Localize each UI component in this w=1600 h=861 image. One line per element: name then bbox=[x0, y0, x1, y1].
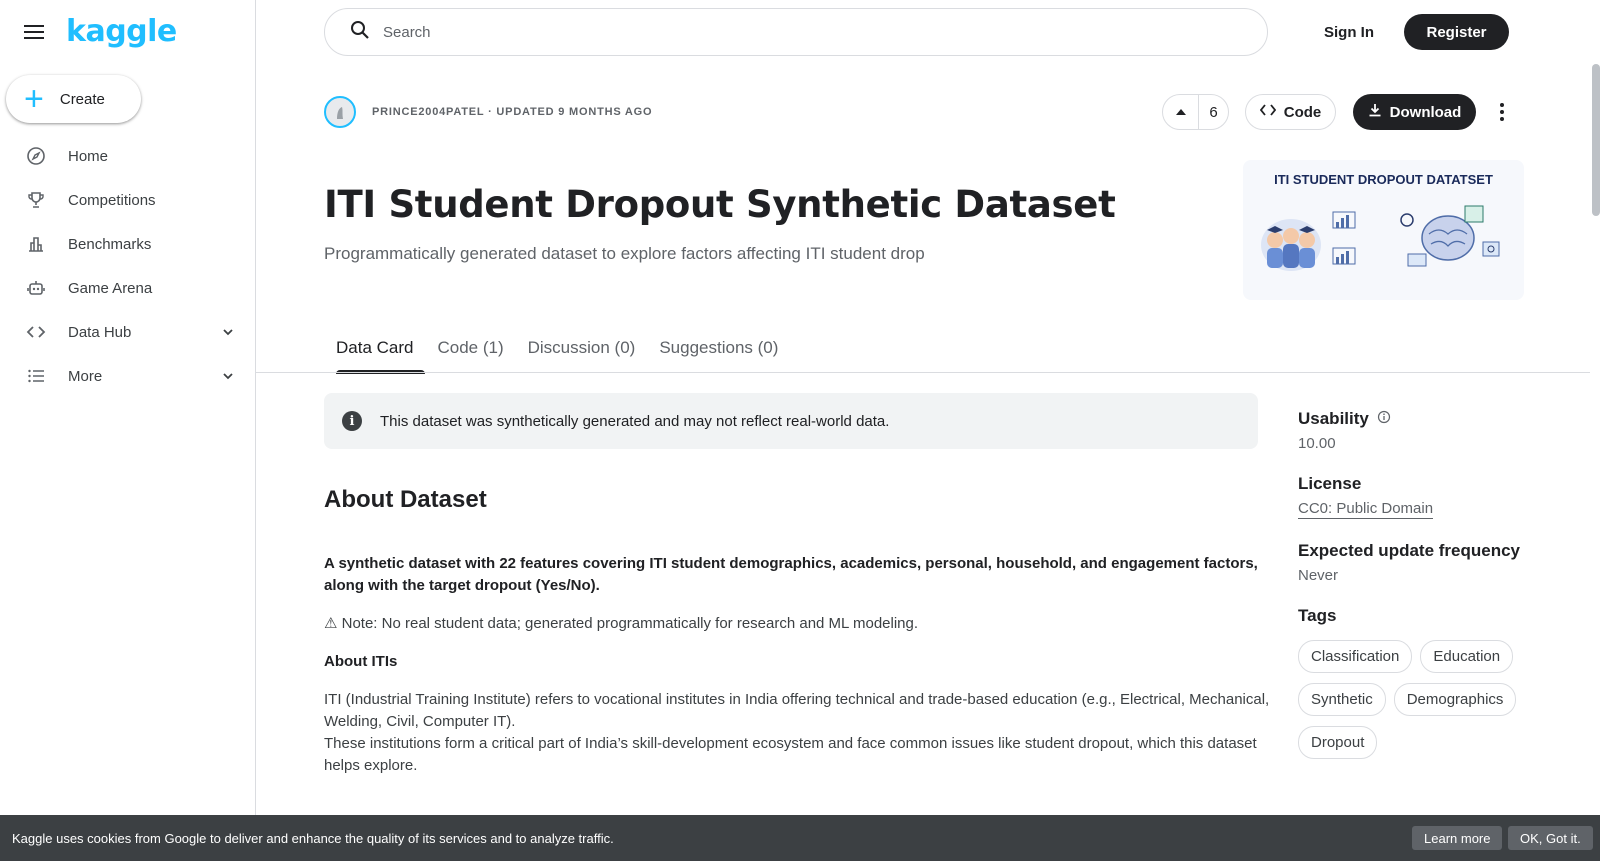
sidebar-item-label: Data Hub bbox=[68, 323, 132, 341]
tag-chip[interactable]: Education bbox=[1420, 640, 1513, 673]
tabs-divider bbox=[256, 372, 1590, 373]
cookie-banner bbox=[0, 815, 1600, 861]
usability-value: 10.00 bbox=[1298, 435, 1336, 452]
tags-label: Tags bbox=[1298, 606, 1337, 625]
about-heading: About Dataset bbox=[324, 486, 487, 513]
compass-icon bbox=[26, 146, 46, 166]
upvote-button[interactable] bbox=[1163, 95, 1199, 129]
search-input[interactable] bbox=[383, 24, 1243, 41]
sidebar-item-competitions[interactable] bbox=[0, 178, 256, 222]
robot-icon bbox=[26, 278, 46, 298]
chevron-down-icon[interactable] bbox=[220, 368, 236, 384]
code-button-label: Code bbox=[1283, 103, 1322, 121]
cover-title: ITI STUDENT DROPOUT DATATSET bbox=[1274, 172, 1493, 187]
page-title: ITI Student Dropout Synthetic Dataset bbox=[324, 183, 1116, 226]
dataset-metadata bbox=[1298, 409, 1538, 759]
usability-label: Usability bbox=[1298, 409, 1369, 428]
about-itis-paragraph-2: These institutions form a critical part of India’s skill-development ecosystem and face common issues like student dropout, which this dataset helps explore. bbox=[324, 735, 1257, 774]
register-button[interactable]: Register bbox=[1404, 14, 1509, 50]
vote-count[interactable]: 6 bbox=[1209, 103, 1218, 121]
sidebar-item-label: Home bbox=[68, 147, 109, 165]
tag-chip[interactable]: Dropout bbox=[1298, 726, 1377, 759]
logo-row bbox=[24, 14, 177, 49]
sidebar-item-benchmarks[interactable] bbox=[0, 222, 256, 266]
learn-more-button[interactable]: Learn more bbox=[1412, 826, 1502, 850]
list-icon bbox=[26, 366, 46, 386]
sidebar-item-label: Game Arena bbox=[68, 279, 153, 297]
sidebar-item-game-arena[interactable] bbox=[0, 266, 256, 310]
caret-up-icon bbox=[1175, 103, 1187, 121]
code-icon bbox=[26, 322, 46, 342]
code-icon bbox=[1260, 103, 1276, 121]
trophy-icon bbox=[26, 190, 46, 210]
cookie-text: Kaggle uses cookies from Google to deliver and enhance the quality of its services and to analyze traffic. bbox=[12, 830, 614, 846]
tag-chip[interactable]: Synthetic bbox=[1298, 683, 1386, 716]
create-button-label: Create bbox=[59, 90, 105, 108]
dataset-tabs bbox=[324, 330, 790, 374]
about-note: ⚠ Note: No real student data; generated programmatically for research and ML modeling. bbox=[324, 615, 919, 632]
sidebar bbox=[0, 0, 256, 861]
page-subtitle: Programmatically generated dataset to explore factors affecting ITI student drop bbox=[324, 244, 925, 263]
hamburger-menu-icon[interactable] bbox=[24, 20, 48, 44]
synthetic-notice bbox=[324, 393, 1258, 449]
chevron-down-icon[interactable] bbox=[220, 324, 236, 340]
download-button-label: Download bbox=[1389, 103, 1462, 121]
sidebar-nav bbox=[0, 134, 256, 398]
tag-list bbox=[1298, 640, 1538, 759]
download-button[interactable] bbox=[1353, 94, 1476, 130]
plus-icon: + bbox=[24, 80, 44, 118]
download-icon bbox=[1368, 103, 1382, 121]
tab-suggestions[interactable]: Suggestions (0) bbox=[659, 338, 779, 357]
search-box[interactable] bbox=[324, 8, 1268, 56]
about-itis-paragraph-1: ITI (Industrial Training Institute) refers to vocational institutes in India offering technical and trade-based education (e.g., Electrical, Mechanical, Welding, Civil, Computer IT). bbox=[324, 691, 1270, 730]
bar-chart-icon bbox=[26, 234, 46, 254]
avatar[interactable] bbox=[324, 96, 356, 128]
ok-got-it-button[interactable]: OK, Got it. bbox=[1508, 826, 1593, 850]
tab-code[interactable]: Code (1) bbox=[437, 338, 504, 357]
more-options-icon[interactable] bbox=[1490, 98, 1514, 126]
sidebar-item-label: Competitions bbox=[68, 191, 156, 209]
sidebar-item-data-hub[interactable] bbox=[0, 310, 256, 354]
info-icon: i bbox=[342, 411, 362, 431]
top-bar bbox=[256, 0, 1600, 64]
update-frequency-label: Expected update frequency bbox=[1298, 541, 1521, 560]
owner-update-text[interactable]: PRINCE2004PATEL · UPDATED 9 MONTHS AGO bbox=[372, 106, 653, 118]
sidebar-item-more[interactable] bbox=[0, 354, 256, 398]
dataset-owner-row bbox=[324, 96, 652, 128]
about-summary: A synthetic dataset with 22 features covering ITI student demographics, academics, personal, household, and engagement factors, along with the target dropout (Yes/No). bbox=[324, 555, 1258, 594]
page-scrollbar[interactable] bbox=[1592, 64, 1600, 216]
about-itis-heading: About ITIs bbox=[324, 653, 398, 670]
update-frequency-value: Never bbox=[1298, 567, 1339, 584]
notice-text: This dataset was synthetically generated and may not reflect real-world data. bbox=[380, 412, 890, 430]
dataset-cover-image bbox=[1243, 160, 1524, 300]
license-label: License bbox=[1298, 474, 1362, 493]
sidebar-item-home[interactable] bbox=[0, 134, 256, 178]
sign-in-button[interactable]: Sign In bbox=[1324, 23, 1374, 41]
search-icon bbox=[349, 19, 371, 46]
kaggle-logo[interactable]: kaggle bbox=[66, 14, 177, 49]
tab-discussion[interactable]: Discussion (0) bbox=[527, 338, 636, 357]
create-button[interactable] bbox=[6, 75, 141, 123]
license-link[interactable]: CC0: Public Domain bbox=[1298, 500, 1434, 517]
sidebar-item-label: More bbox=[68, 367, 103, 385]
about-body bbox=[324, 553, 1274, 793]
cover-illustration bbox=[1243, 160, 1524, 300]
usability-heading bbox=[1298, 409, 1538, 429]
info-outline-icon[interactable] bbox=[1377, 409, 1391, 429]
tag-chip[interactable]: Demographics bbox=[1394, 683, 1517, 716]
code-button[interactable] bbox=[1245, 94, 1336, 130]
tab-data-card[interactable]: Data Card bbox=[324, 330, 425, 374]
tag-chip[interactable]: Classification bbox=[1298, 640, 1412, 673]
sidebar-item-label: Benchmarks bbox=[68, 235, 152, 253]
upvote-control bbox=[1162, 94, 1229, 130]
